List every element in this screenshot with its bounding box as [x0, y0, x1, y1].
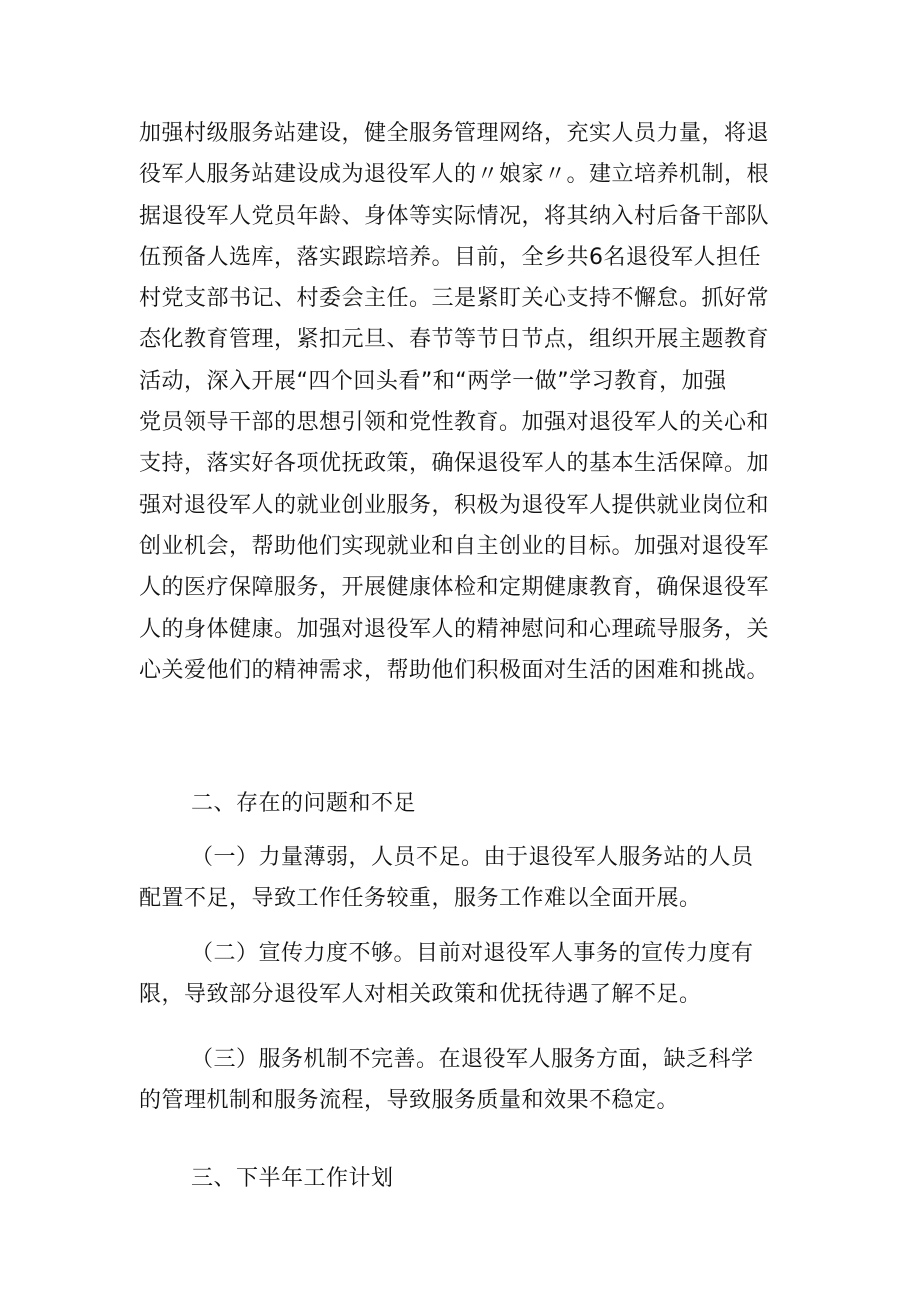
text-line: 的管理机制和服务流程，导致服务质量和效果不稳定。 — [139, 1088, 680, 1114]
text-line: 活动，深入开展“四个回头看”和“两学一做”学习教育，加强 — [139, 368, 727, 394]
problem-item-3 — [139, 1039, 799, 1122]
text-line: 加强村级服务站建设，健全服务管理网络，充实人员力量，将退 — [139, 121, 770, 146]
section-heading: 三、下半年工作计划 — [191, 1166, 394, 1191]
text-line: 党员领导干部的思想引领和党性教育。加强对退役军人的关心和 — [139, 410, 770, 436]
problem-item-2 — [139, 933, 799, 1016]
text-line: 配置不足，导致工作任务较重，服务工作难以全面开展。 — [139, 886, 702, 912]
text-line: 人的医疗保障服务，开展健康体检和定期健康教育，确保退役军 — [139, 575, 770, 601]
text-line: 态化教育管理，紧扣元旦、春节等节日节点，组织开展主题教育 — [139, 327, 770, 353]
text-line: （一）力量薄弱，人员不足。由于退役军人服务站的人员 — [191, 845, 754, 870]
section-two-heading-block — [139, 783, 799, 824]
text-line: （二）宣传力度不够。目前对退役军人事务的宣传力度有 — [191, 941, 754, 966]
text-line: 村党支部书记、村委会主任。三是紧盯关心支持不懈怠。抓好常 — [139, 286, 770, 312]
text-line: 限，导致部分退役军人对相关政策和优抚待遇了解不足。 — [139, 982, 702, 1008]
continued-paragraph — [139, 113, 799, 691]
text-line: （三）服务机制不完善。在退役军人服务方面，缺乏科学 — [191, 1047, 754, 1072]
problem-item-1 — [139, 837, 799, 920]
text-line: 创业机会，帮助他们实现就业和自主创业的目标。加强对退役军 — [139, 533, 770, 559]
text-line: 伍预备人选库，落实跟踪培养。目前，全乡共6名退役军人担任 — [139, 244, 761, 270]
text-line: 强对退役军人的就业创业服务，积极为退役军人提供就业岗位和 — [139, 492, 770, 518]
text-line: 人的身体健康。加强对退役军人的精神慰问和心理疏导服务，关 — [139, 616, 770, 642]
text-line: 支持，落实好各项优抚政策，确保退役军人的基本生活保障。加 — [139, 451, 770, 477]
section-three-heading-block — [139, 1158, 799, 1199]
text-line: 役军人服务站建设成为退役军人的〃娘家〃。建立培养机制，根 — [139, 162, 770, 188]
text-line: 据退役军人党员年龄、身体等实际情况，将其纳入村后备干部队 — [139, 203, 770, 229]
text-line: 心关爱他们的精神需求，帮助他们积极面对生活的困难和挑战。 — [139, 657, 770, 683]
section-heading: 二、存在的问题和不足 — [191, 791, 417, 816]
